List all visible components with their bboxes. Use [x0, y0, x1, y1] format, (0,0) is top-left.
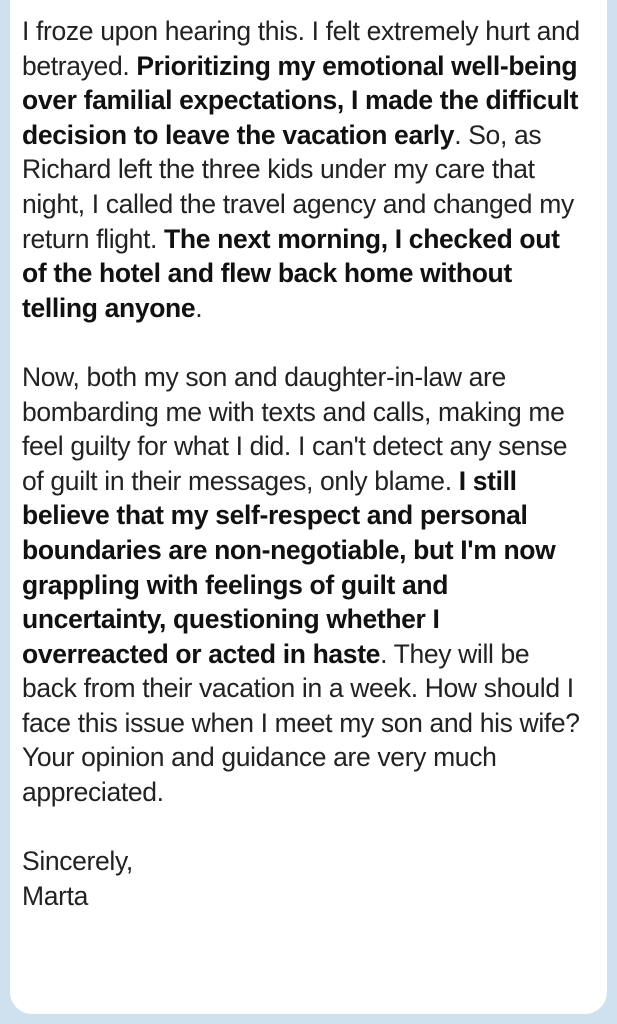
paragraph-1-text-3: .: [195, 292, 203, 323]
paragraph-1-text-1: I froze upon hearing this. I felt extremely hurt and betrayed.: [22, 16, 580, 81]
paragraph-spacer: [22, 810, 587, 845]
paragraph-1-bold-2: The next morning, I checked out of the hotel and flew back home without telling anyone: [22, 223, 560, 323]
message-card: [10, 0, 607, 1014]
signoff-closing: Sincerely,: [22, 846, 133, 877]
paragraph-2-text-1: Now, both my son and daughter-in-law are bombarding me with texts and calls, making me feel guilty for what I did. I can't detect any sense of guilt in their messages, only blame.: [22, 361, 568, 496]
signoff-name: Marta: [22, 880, 88, 911]
paragraph-1-bold-1: Prioritizing my emotional well-being over familial expectations, I made the difficult decision to leave the vacation early: [22, 50, 579, 150]
letter-paragraph-1: [22, 14, 587, 325]
paragraph-2-bold-1: I still believe that my self-respect and personal boundaries are non-negotiable, but I'm now grappling with feelings of guilt and uncertainty, questioning whether I overreacted or acted in haste: [22, 465, 556, 669]
paragraph-spacer: [22, 325, 587, 360]
letter-paragraph-2: [22, 360, 587, 810]
paragraph-1-text-2: . So, as Richard left the three kids under my care that night, I called the travel agency and changed my return flight.: [22, 119, 574, 254]
paragraph-2-text-2: . They will be back from their vacation in a week. How should I face this issue when I meet my son and his wife? Your opinion and guidance are very much appreciated.: [22, 638, 580, 808]
